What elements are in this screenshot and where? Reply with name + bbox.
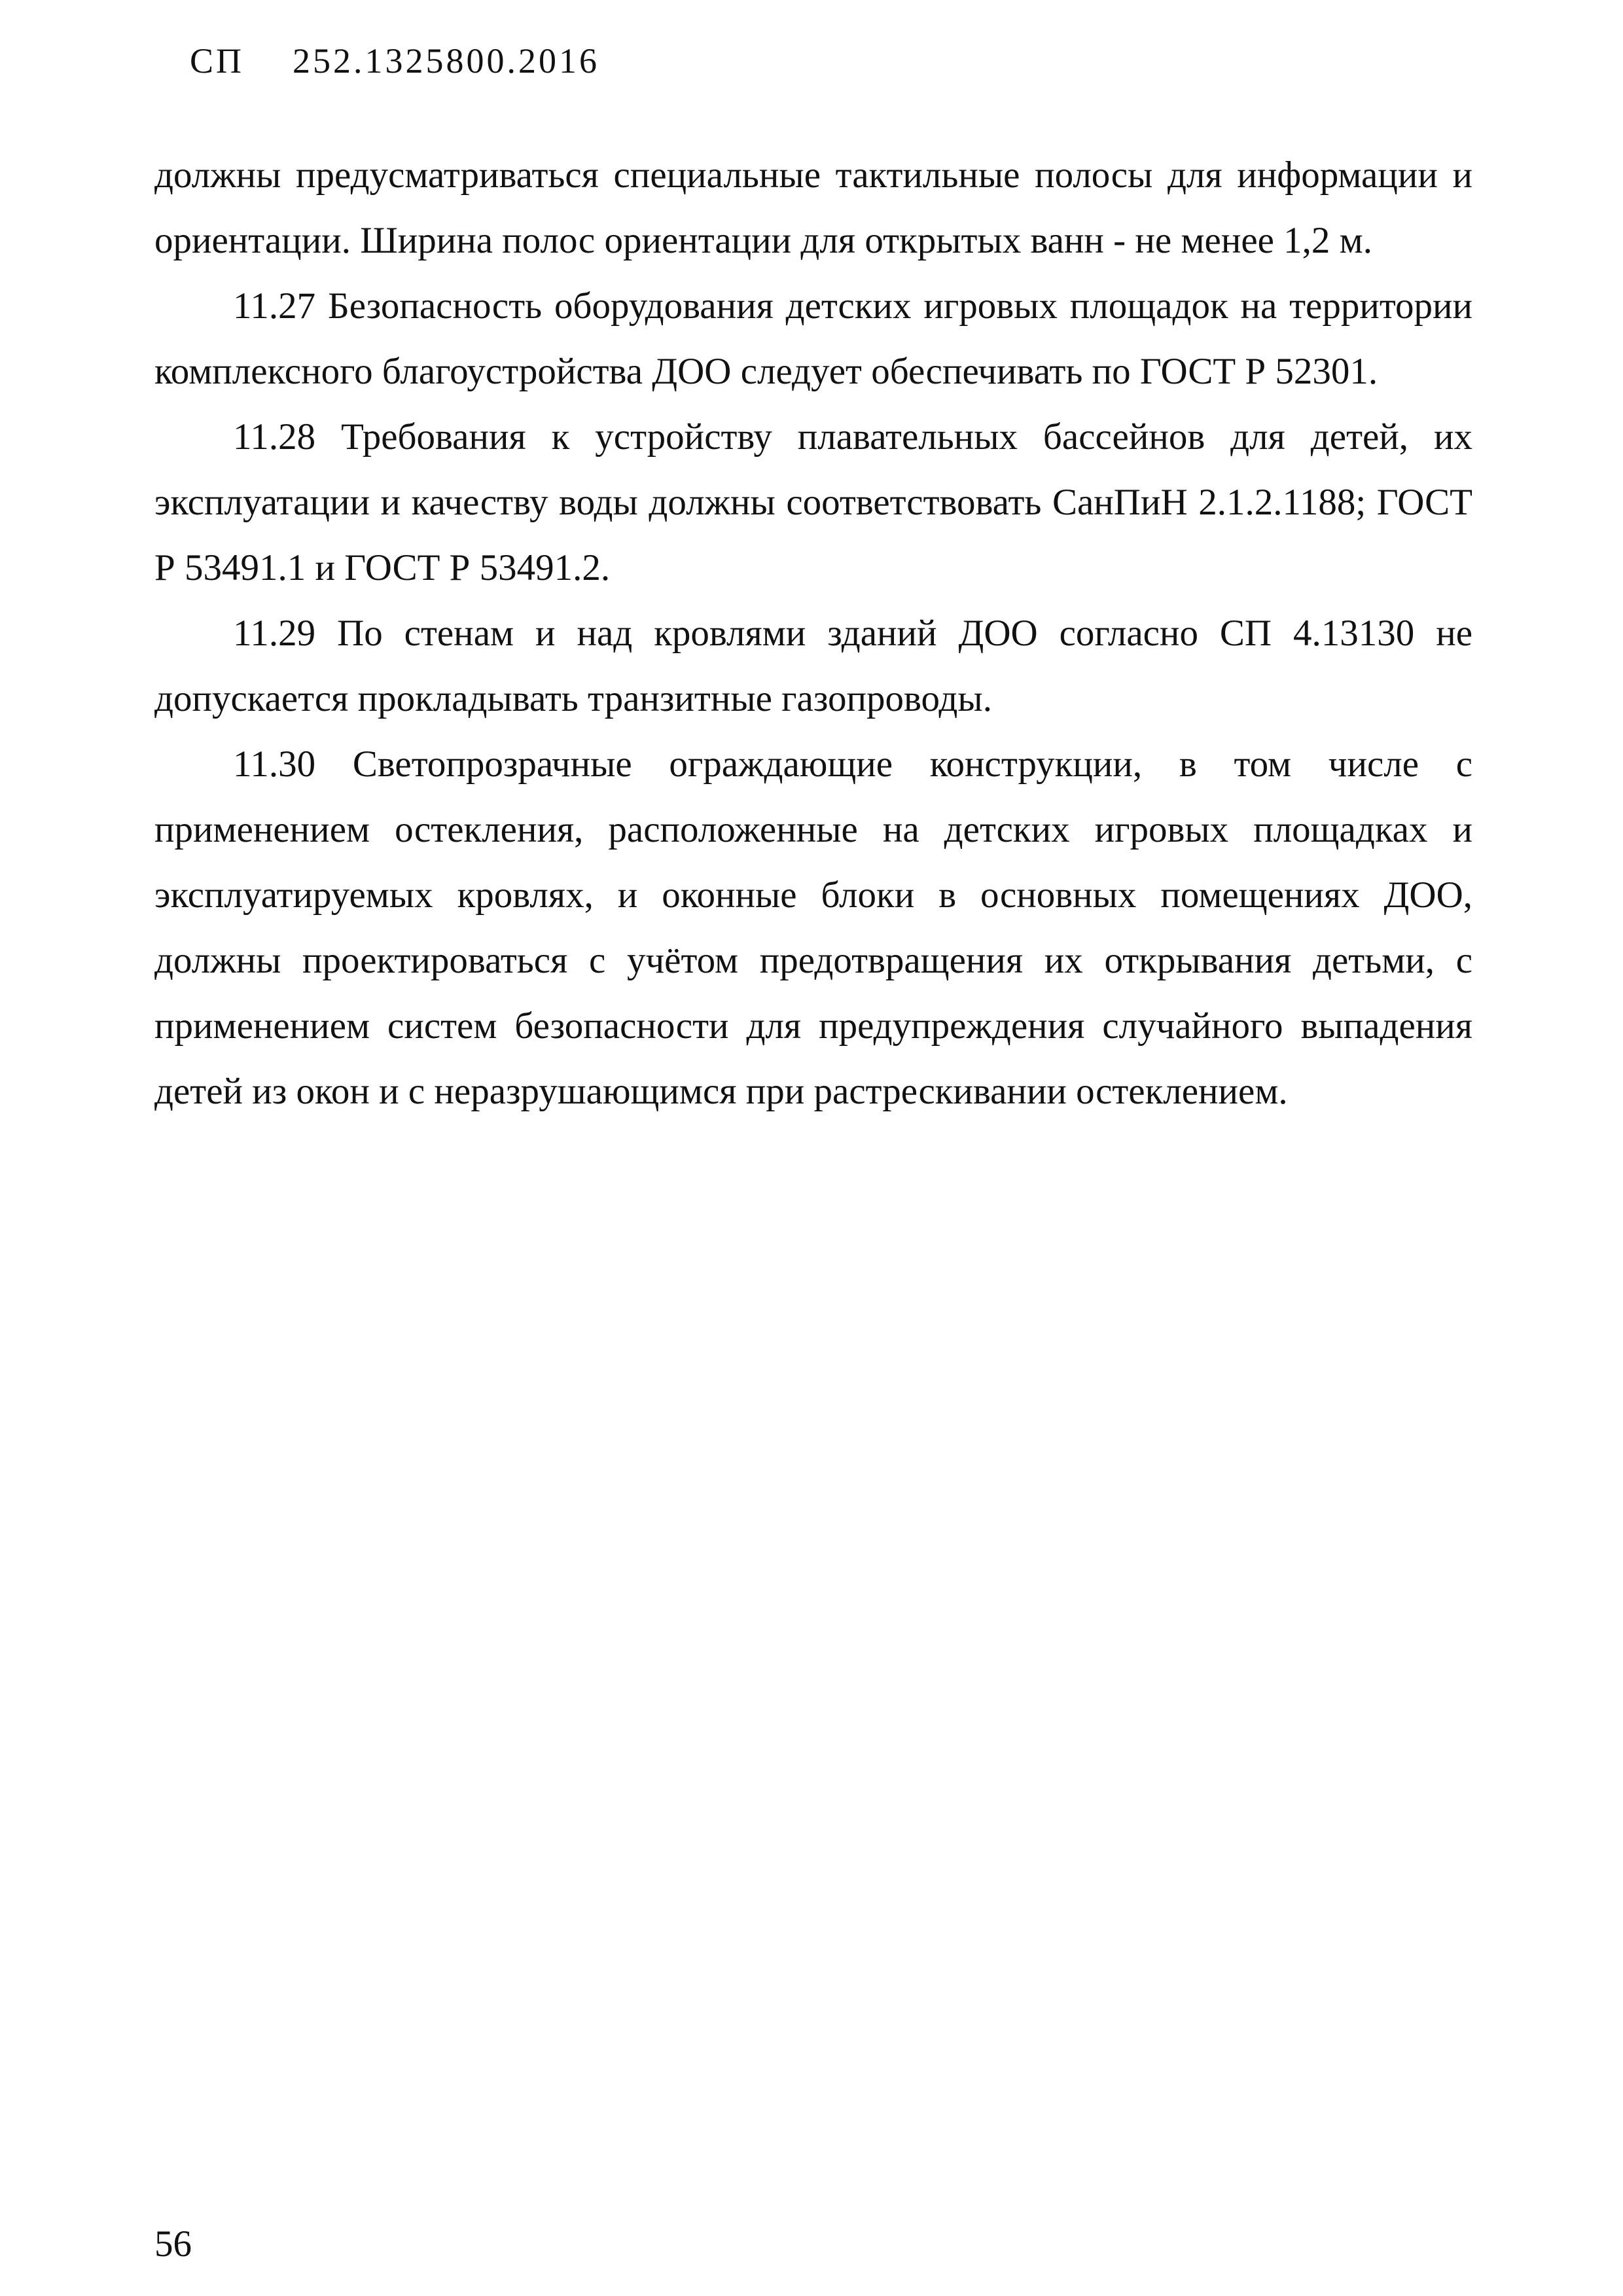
header-document-code: 252.1325800.2016 [293,41,600,81]
paragraph-11-28: 11.28 Требования к устройству плавательных бассейнов для детей, их эксплуатации и качеству воды должны соответствовать СанПиН 2.1.2.1188; ГОСТ Р 53491.1 и ГОСТ Р 53491.2. [154,416,1472,588]
document-header [190,41,599,81]
document-body [154,143,1472,1124]
page-number: 56 [154,2223,192,2265]
paragraph-11-29: 11.29 По стенам и над кровлями зданий ДОО согласно СП 4.13130 не допускается прокладывать транзитные газопроводы. [154,613,1472,719]
paragraph-11-27: 11.27 Безопасность оборудования детских игровых площадок на территории комплексного благоустройства ДОО следует обеспечивать по ГОСТ Р 52301. [154,285,1472,392]
paragraph-11-30: 11.30 Светопрозрачные ограждающие конструкции, в том числе с применением остекления, расположенные на детских игровых площадках и эксплуатируемых кровлях, и оконные блоки в основных помещениях ДОО, должны проектироваться с учётом предотвращения их открывания детьми, с применением систем безопасности для предупреждения случайного выпадения детей из окон и с неразрушающимся при растрескивании остеклением. [154,744,1472,1112]
paragraph-continuation: должны предусматриваться специальные тактильные полосы для информации и ориентации. Ширина полос ориентации для открытых ванн - не менее 1,2 м. [154,154,1472,261]
header-prefix: СП [190,41,245,81]
